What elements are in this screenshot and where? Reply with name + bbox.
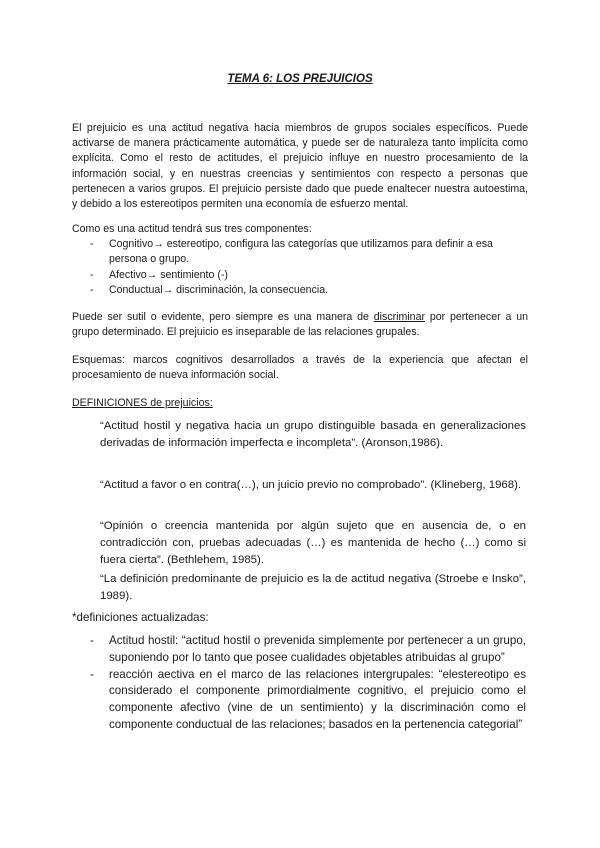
updated-definitions-section — [72, 633, 526, 734]
intro-paragraph: El prejuicio es una actitud negativa hacia miembros de grupos sociales específicos. Puede activarse de manera prácticamente automática, y puede ser de naturaleza tanto implícita como explícita. Como el resto de actitudes, el prejuicio influye en nuestro procesamiento de la información social, y en nuestras creencias y sentimientos con respecto a personas que pertenecen a varios grupos. El prejuicio persiste dado que puede enaltecer nuestra autoestima, y debido a los estereotipos permiten una economía de esfuerzo mental. — [72, 122, 528, 211]
definition-quote: “Actitud a favor o en contra(…), un juicio previo no comprobado”. (Klineberg, 1968). — [100, 479, 522, 491]
components-list — [72, 237, 528, 298]
discrimination-text-before: Puede ser sutil o evidente, pero siempre es una manera de — [72, 311, 374, 323]
list-item: - Afectivo→ sentimiento (-) — [72, 268, 528, 283]
updated-definitions-heading: *definiciones actualizadas: — [72, 611, 209, 624]
discrimination-keyword: discriminar — [373, 311, 425, 323]
definitions-heading-text: DEFINICIONES de prejuicios: — [72, 397, 213, 409]
discrimination-text-after: por pertenecer a un grupo determinado. El prejuicio es inseparable de las relaciones grupales. — [72, 311, 528, 339]
definition-quote: “La definición predominante de prejuicio es la de actitud negativa (Stroebe e Insko”, 1989). — [100, 573, 526, 602]
list-item: - Cognitivo→ estereotipo, configura las categorías que utilizamos para definir a esa persona o grupo. — [72, 237, 528, 267]
updated-definitions-list — [72, 633, 526, 734]
discrimination-paragraph — [72, 310, 528, 340]
components-lead: Como es una actitud tendrá sus tres componentes: — [72, 223, 312, 235]
components-section — [72, 222, 528, 298]
list-item: - Conductual→ discriminación, la consecuencia. — [72, 283, 528, 298]
schemas-paragraph: Esquemas: marcos cognitivos desarrollados a través de la experiencia que afectan el procesamiento de nueva información social. — [72, 354, 528, 382]
definition-quote: “Opinión o creencia mantenida por algún sujeto que en ausencia de, o en contradicción con, pruebas adecuadas (…) es mantenida de hecho (…) como si fuera cierta”. (Bethlehem, 1985). — [100, 520, 526, 566]
definitions-heading — [72, 396, 528, 411]
list-item: - reacción aectiva en el marco de las relaciones intergrupales: “elestereotipo es considerado el componente primordialmente cognitivo, el prejuicio como el componente afectivo (vine de un sentimiento) y la discriminación como el componente conductual de las relaciones; basados en la pertenencia categorial” — [72, 667, 526, 734]
page-title: TEMA 6: LOS PREJUICIOS — [227, 73, 373, 85]
definition-quote: “Actitud hostil y negativa hacia un grupo distinguible basada en generalizaciones derivadas de información imperfecta e incompleta”. (Aronson,1986). — [100, 420, 526, 449]
list-item: - Actitud hostil: “actitud hostil o prevenida simplemente por pertenecer a un grupo, suponiendo por lo tanto que posee cualidades objetables atribuidas al grupo” — [72, 633, 526, 667]
